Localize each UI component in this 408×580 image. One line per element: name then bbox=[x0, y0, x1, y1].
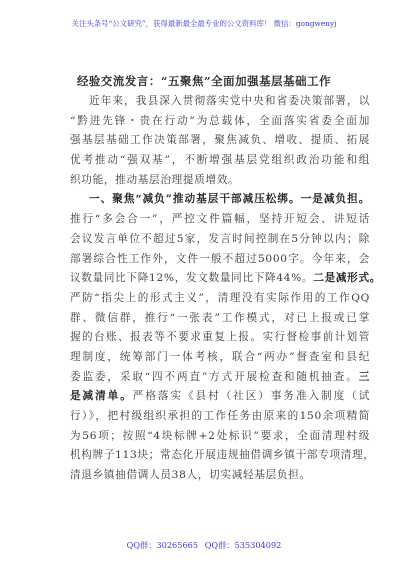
body-line bbox=[70, 368, 370, 388]
body-text: 议数量同比下降12%，发文数量同比下降44%。 bbox=[70, 272, 314, 285]
body-text: 推行“多会合一”，严控文件篇幅，坚持开短会、讲短话 bbox=[70, 213, 370, 226]
body-text: 严防“指尖上的形式主义”，清理没有实际作用的工作QQ bbox=[70, 291, 370, 304]
bold-heading-text: 三 bbox=[358, 370, 370, 383]
body-line bbox=[70, 328, 370, 348]
body-line bbox=[70, 92, 370, 112]
body-line bbox=[70, 190, 370, 210]
body-text: 委监委，采取“四不两直”方式开展检查和随机抽查。 bbox=[70, 370, 359, 383]
body-text: 握的台账、报表等不要求重复上报。实行督检事前计划管 bbox=[70, 331, 370, 344]
body-line bbox=[70, 112, 370, 132]
body-line bbox=[70, 230, 370, 250]
body-line bbox=[70, 466, 370, 486]
bold-heading-text: 二是减形式。 bbox=[313, 272, 382, 285]
body-text: 群、微信群，推行“一张表”工作模式，对已上报或已掌 bbox=[70, 311, 370, 324]
body-text: 行）》，把村级组织承担的工作任务由原来的150余项精简 bbox=[70, 410, 370, 422]
body-line bbox=[70, 131, 370, 151]
document-title: 经验交流发言：“五聚焦”全面加强基层基础工作 bbox=[76, 74, 332, 88]
body-line bbox=[70, 269, 382, 289]
body-text: 为56项；按照“4块标牌+2处标识”要求，全面清理村级 bbox=[70, 429, 370, 442]
body-text: 近年来，我县深入贯彻落实党中央和省委决策部署，以 bbox=[89, 95, 370, 107]
bold-heading-text: 一、聚焦“减负”推动基层干部减压松绑。一是减负担。 bbox=[89, 193, 370, 206]
footer-qq-group-1: QQ群：30265665 bbox=[126, 540, 199, 550]
body-line bbox=[70, 407, 370, 427]
body-text: 机构牌子113块；常态化开展违规抽借调乡镇干部专项清理， bbox=[70, 449, 375, 462]
body-line bbox=[70, 171, 370, 191]
header-promo-note: 关注头条号“公文研究”，获得最新最全最专业的公文资料库！ 微信：gongwenyj bbox=[71, 19, 337, 28]
body-line bbox=[70, 309, 370, 329]
footer-contact bbox=[0, 540, 408, 551]
body-line bbox=[70, 289, 370, 309]
body-text: 织功能，推动基层治理提质增效。 bbox=[70, 173, 240, 186]
body-text: 部署综合性工作外，文件一般不超过5000字。今年来，会 bbox=[70, 252, 370, 265]
body-text: 会议发言单位不超过5家，发言时间控制在5分钟以内；除 bbox=[70, 232, 370, 245]
body-text: 强基层基础工作决策部署，聚焦减负、增收、提质、拓展 bbox=[70, 134, 370, 147]
body-line bbox=[70, 210, 370, 230]
body-text: 理制度，统筹部门一体考核，联合“两办”督查室和县纪 bbox=[70, 350, 370, 363]
bold-heading-text: 是减清单。 bbox=[70, 390, 133, 403]
body-line bbox=[70, 250, 370, 270]
body-line bbox=[70, 446, 375, 466]
footer-qq-group-2: QQ群：535304092 bbox=[204, 540, 282, 550]
document-body bbox=[70, 92, 382, 486]
body-line bbox=[70, 387, 370, 407]
body-line bbox=[70, 151, 370, 171]
body-text: “黔进先锋・贵在行动”为总载体，全面落实省委全面加 bbox=[70, 114, 370, 127]
body-line bbox=[70, 348, 370, 368]
body-text: 严格落实《县村（社区）事务准入制度（试 bbox=[132, 390, 370, 403]
body-line bbox=[70, 427, 370, 447]
body-text: 优考推动“强双基”，不断增强基层党组织政治功能和组 bbox=[70, 154, 370, 167]
body-text: 清退乡镇抽借调人员38人，切实减轻基层负担。 bbox=[70, 469, 311, 482]
